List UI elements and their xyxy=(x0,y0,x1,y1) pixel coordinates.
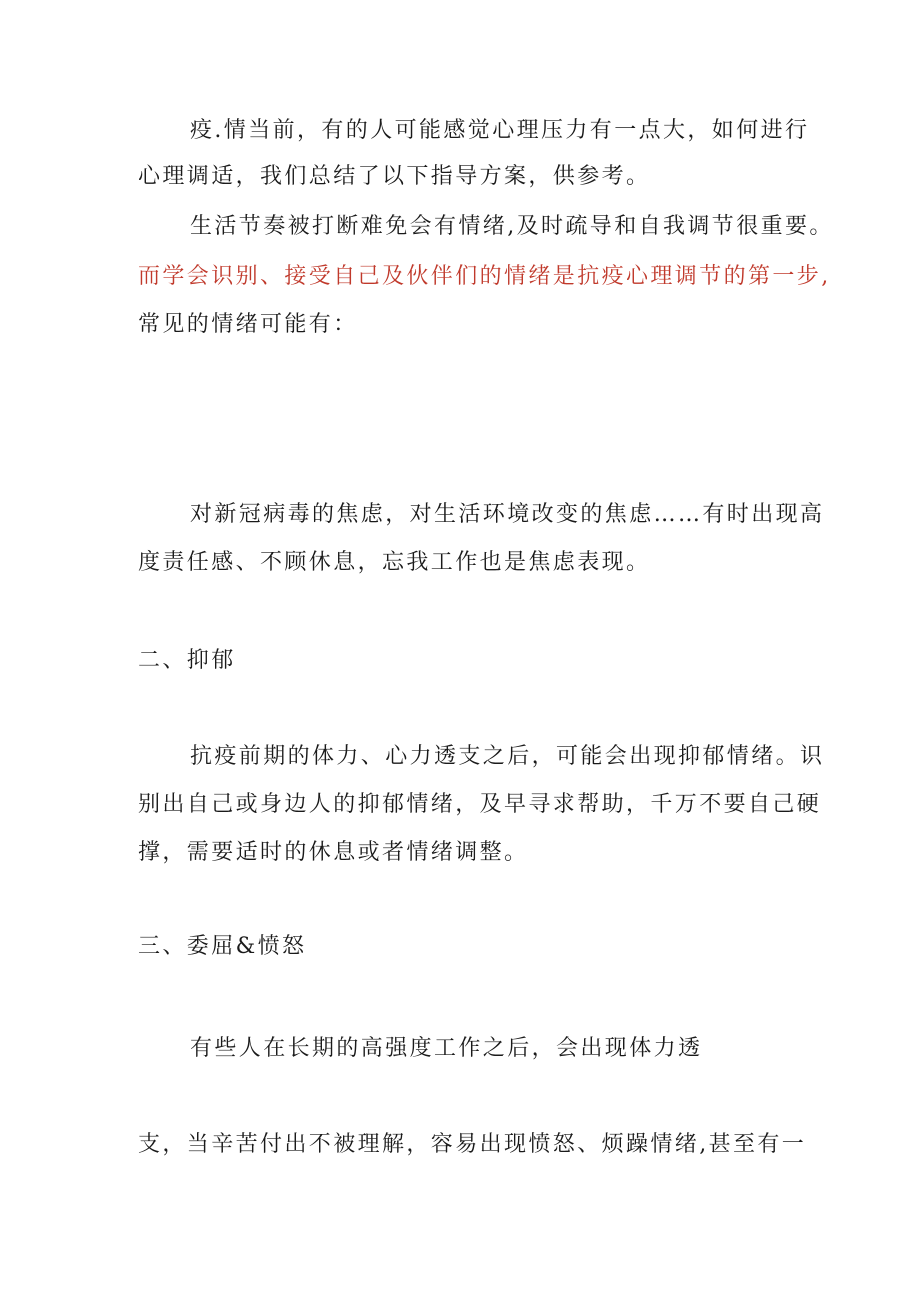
paragraph-emotion-line-3: 常见的情绪可能有： xyxy=(138,312,358,337)
section-heading-depression: 二、抑郁 xyxy=(138,648,236,673)
paragraph-emotion-line-2-highlight: 而学会识别、接受自己及伙伴们的情绪是抗疫心理调节的第一步, xyxy=(138,264,831,289)
paragraph-anger-line-1: 有些人在长期的高强度工作之后，会出现体力透 xyxy=(190,1036,703,1061)
paragraph-emotion-line-1: 生活节奏被打断难免会有情绪,及时疏导和自我调节很重要。 xyxy=(190,214,834,239)
paragraph-depression-line-1: 抗疫前期的体力、心力透支之后，可能会出现抑郁情绪。识 xyxy=(190,744,825,769)
paragraph-anxiety-line-2: 度责任感、不顾休息，忘我工作也是焦虑表现。 xyxy=(138,550,651,575)
paragraph-anxiety-line-1: 对新冠病毒的焦虑，对生活环境改变的焦虑……有时出现高 xyxy=(190,502,825,527)
paragraph-anger-line-2: 支，当辛苦付出不被理解，容易出现愤怒、烦躁情绪,甚至有一 xyxy=(138,1132,807,1157)
paragraph-intro-line-2: 心理调适，我们总结了以下指导方案，供参考。 xyxy=(138,164,651,189)
paragraph-intro-line-1: 疫.情当前，有的人可能感觉心理压力有一点大，如何进行 xyxy=(190,118,810,143)
paragraph-depression-line-3: 撑，需要适时的休息或者情绪调整。 xyxy=(138,840,529,865)
section-heading-grievance-anger: 三、委屈&愤怒 xyxy=(138,934,307,959)
paragraph-depression-line-2: 别出自己或身边人的抑郁情绪，及早寻求帮助，千万不要自己硬 xyxy=(138,792,822,817)
